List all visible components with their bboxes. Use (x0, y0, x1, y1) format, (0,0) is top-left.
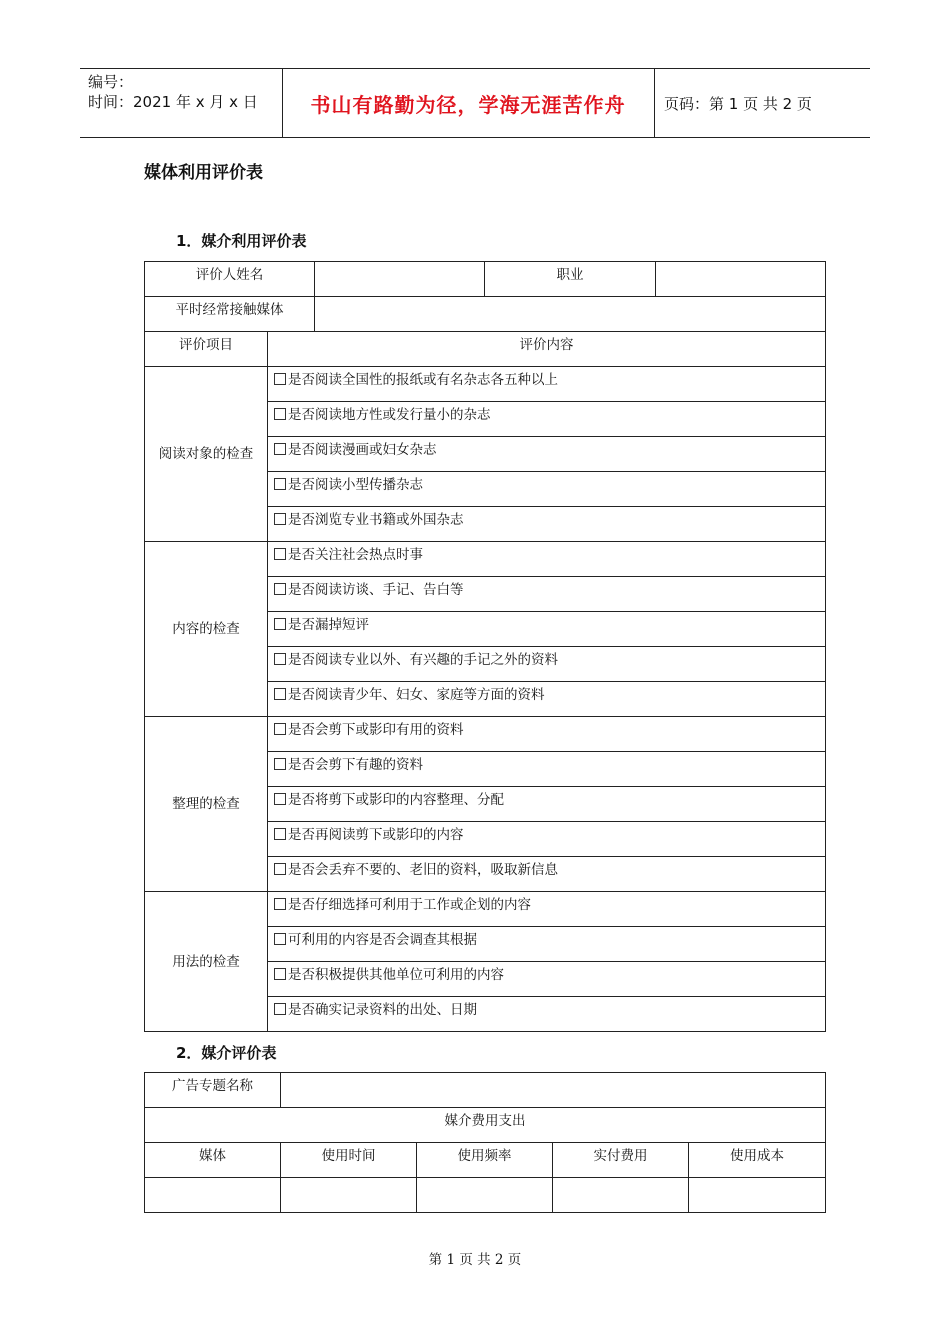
column-header: 使用成本 (689, 1143, 826, 1178)
checkbox[interactable] (274, 443, 286, 455)
checkbox[interactable] (274, 408, 286, 420)
header-page-label: 页码：第 1 页 共 2 页 (664, 94, 812, 113)
checklist-item (268, 577, 826, 612)
checklist-row (145, 717, 826, 752)
checklist-item-label: 是否阅读访谈、手记、告白等 (288, 582, 464, 598)
item-header: 评价项目 (145, 332, 268, 367)
checklist-item-label: 是否阅读地方性或发行量小的杂志 (288, 407, 491, 423)
document-header (80, 68, 870, 138)
number-label: 编号： (88, 73, 134, 91)
checklist-item-label: 是否将剪下或影印的内容整理、分配 (288, 792, 504, 808)
checklist-item-label: 是否阅读青少年、妇女、家庭等方面的资料 (288, 687, 545, 703)
checklist-row (145, 892, 826, 927)
job-field[interactable] (656, 262, 826, 297)
checkbox[interactable] (274, 478, 286, 490)
checklist-item-label: 是否会剪下有趣的资料 (288, 757, 423, 773)
checklist-row (145, 367, 826, 402)
checklist-item-label: 是否会丢弃不要的、老旧的资料，吸取新信息 (288, 862, 558, 878)
checkbox[interactable] (274, 1003, 286, 1015)
evaluation-group-label: 阅读对象的检查 (145, 367, 268, 542)
ad-topic-label: 广告专题名称 (145, 1073, 281, 1108)
checkbox[interactable] (274, 793, 286, 805)
checkbox[interactable] (274, 933, 286, 945)
usage-cost-field[interactable] (689, 1178, 826, 1213)
page-footer: 第 1 页 共 2 页 (428, 1252, 522, 1268)
checklist-item (268, 717, 826, 752)
checklist-item (268, 962, 826, 997)
checklist-item-label: 是否会剪下或影印有用的资料 (288, 722, 464, 738)
checklist-item (268, 437, 826, 472)
ad-topic-field[interactable] (281, 1073, 826, 1108)
checklist-item (268, 612, 826, 647)
checklist-item (268, 997, 826, 1032)
column-header: 实付费用 (553, 1143, 689, 1178)
checklist-row (145, 542, 826, 577)
checklist-item (268, 507, 826, 542)
checklist-item (268, 927, 826, 962)
media-usage-table (144, 261, 826, 1032)
checkbox[interactable] (274, 898, 286, 910)
checklist-item-label: 是否阅读漫画或妇女杂志 (288, 442, 437, 458)
checklist-item (268, 542, 826, 577)
column-header: 使用频率 (417, 1143, 553, 1178)
checklist-item-label: 是否再阅读剪下或影印的内容 (288, 827, 464, 843)
header-motto: 书山有路勤为径，学海无涯苦作舟 (310, 92, 626, 117)
checkbox[interactable] (274, 618, 286, 630)
job-label: 职业 (485, 262, 656, 297)
checklist-item-label: 可利用的内容是否会调查其根据 (288, 932, 477, 948)
document-title: 媒体利用评价表 (144, 163, 263, 183)
usage-time-field[interactable] (281, 1178, 417, 1213)
section1-heading: 1．媒介利用评价表 (176, 232, 307, 250)
usage-frequency-field[interactable] (417, 1178, 553, 1213)
checklist-item-label: 是否关注社会热点时事 (288, 547, 423, 563)
checklist-item (268, 472, 826, 507)
checklist-item-label: 是否阅读小型传播杂志 (288, 477, 423, 493)
checklist-item (268, 682, 826, 717)
media-field[interactable] (145, 1178, 281, 1213)
checkbox[interactable] (274, 758, 286, 770)
checklist-item (268, 647, 826, 682)
checklist-item-label: 是否阅读专业以外、有兴趣的手记之外的资料 (288, 652, 558, 668)
checklist-item (268, 892, 826, 927)
checkbox[interactable] (274, 863, 286, 875)
media-expense-title: 媒介费用支出 (145, 1108, 826, 1143)
evaluation-group-label: 用法的检查 (145, 892, 268, 1032)
checkbox[interactable] (274, 653, 286, 665)
column-header: 媒体 (145, 1143, 281, 1178)
checklist-item-label: 是否仔细选择可利用于工作或企划的内容 (288, 897, 531, 913)
header-meta (88, 72, 258, 112)
checkbox[interactable] (274, 968, 286, 980)
checkbox[interactable] (274, 583, 286, 595)
checklist-item (268, 752, 826, 787)
checklist-item-label: 是否积极提供其他单位可利用的内容 (288, 967, 504, 983)
checklist-item (268, 857, 826, 892)
evaluator-name-field[interactable] (315, 262, 485, 297)
checkbox[interactable] (274, 828, 286, 840)
checklist-item-label: 是否浏览专业书籍或外国杂志 (288, 512, 464, 528)
time-label: 时间：2021 年 x 月 x 日 (88, 93, 258, 111)
checklist-item (268, 367, 826, 402)
evaluation-group-label: 内容的检查 (145, 542, 268, 717)
checklist-item (268, 822, 826, 857)
checkbox[interactable] (274, 548, 286, 560)
actual-cost-field[interactable] (553, 1178, 689, 1213)
media-contact-field[interactable] (315, 297, 826, 332)
checklist-item-label: 是否确实记录资料的出处、日期 (288, 1002, 477, 1018)
evaluation-group-label: 整理的检查 (145, 717, 268, 892)
media-evaluation-table (144, 1072, 826, 1213)
evaluator-name-label: 评价人姓名 (145, 262, 315, 297)
checklist-item (268, 402, 826, 437)
checklist-item-label: 是否阅读全国性的报纸或有名杂志各五种以上 (288, 372, 558, 388)
checkbox[interactable] (274, 373, 286, 385)
content-header: 评价内容 (268, 332, 826, 367)
header-divider (654, 69, 655, 137)
checkbox[interactable] (274, 688, 286, 700)
checkbox[interactable] (274, 513, 286, 525)
media-contact-label: 平时经常接触媒体 (145, 297, 315, 332)
checklist-item (268, 787, 826, 822)
column-header: 使用时间 (281, 1143, 417, 1178)
checklist-item-label: 是否漏掉短评 (288, 617, 369, 633)
checkbox[interactable] (274, 723, 286, 735)
section2-heading: 2．媒介评价表 (176, 1044, 277, 1062)
